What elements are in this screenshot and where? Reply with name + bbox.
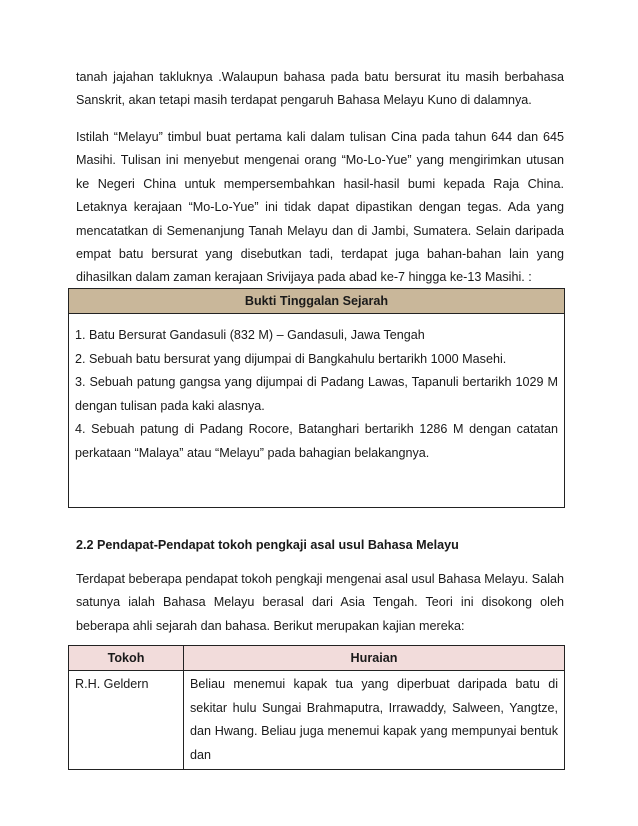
tokoh-cell: R.H. Geldern (69, 671, 184, 770)
melayu-term-paragraph: Istilah “Melayu” timbul buat pertama kali dalam tulisan Cina pada tahun 644 dan 645 Masihi. Tulisan ini menyebut mengenai orang “Mo-Lo-Yue” yang mengirimkan utusan ke Negeri China untuk mempersembahkan hasil-hasil bumi kepada Raja China. Letaknya kerajaan “Mo-Lo-Yue” ini tidak dapat dipastikan dengan tegas. Ada yang mencatatkan di Semenanjung Tanah Melayu dan di Jambi, Sumatera. Selain daripada empat batu bersurat yang disebutkan tadi, terdapat juga bahan-bahan lain yang dihasilkan dalam zaman kerajaan Srivijaya pada abad ke-7 hingga ke-13 Masihi. : (76, 130, 564, 285)
section-paragraph: Terdapat beberapa pendapat tokoh pengkaji mengenai asal usul Bahasa Melayu. Salah satunya ialah Bahasa Melayu berasal dari Asia Tengah. Teori ini disokong oleh beberapa ahli sejarah dan bahasa. Berikut merupakan kajian mereka: (76, 572, 565, 633)
evidence-item: 4. Sebuah patung di Padang Rocore, Batanghari bertarikh 1286 M dengan catatan perkataan “Malaya” atau “Melayu” pada bahagian belakangnya. (75, 422, 558, 460)
scholar-table-header-row (69, 646, 565, 671)
evidence-item: 1. Batu Bersurat Gandasuli (832 M) – Gandasuli, Jawa Tengah (75, 328, 425, 342)
scholar-table (68, 645, 565, 770)
column-header-huraian: Huraian (184, 646, 565, 671)
evidence-item: 2. Sebuah batu bersurat yang dijumpai di Bangkahulu bertarikh 1000 Masehi. (75, 351, 507, 366)
evidence-table-header: Bukti Tinggalan Sejarah (69, 289, 564, 314)
evidence-list (69, 314, 564, 466)
table-row (69, 671, 565, 770)
historical-evidence-table (68, 288, 565, 508)
huraian-cell: Beliau menemui kapak tua yang diperbuat daripada batu di sekitar hulu Sungai Brahmaputra, Irrawaddy, Salween, Yangtze, dan Hwang. Beliau juga menemui kapak yang mempunyai bentuk dan (184, 671, 565, 770)
column-header-tokoh: Tokoh (69, 646, 184, 671)
intro-paragraph: tanah jajahan takluknya .Walaupun bahasa pada batu bersurat itu masih berbahasa Sanskrit, akan tetapi masih terdapat pengaruh Bahasa Melayu Kuno di dalamnya. (76, 70, 564, 108)
section-heading: 2.2 Pendapat-Pendapat tokoh pengkaji asal usul Bahasa Melayu (76, 538, 459, 552)
evidence-item: 3. Sebuah patung gangsa yang dijumpai di Padang Lawas, Tapanuli bertarikh 1029 M dengan tulisan pada kaki alasnya. (75, 375, 558, 413)
